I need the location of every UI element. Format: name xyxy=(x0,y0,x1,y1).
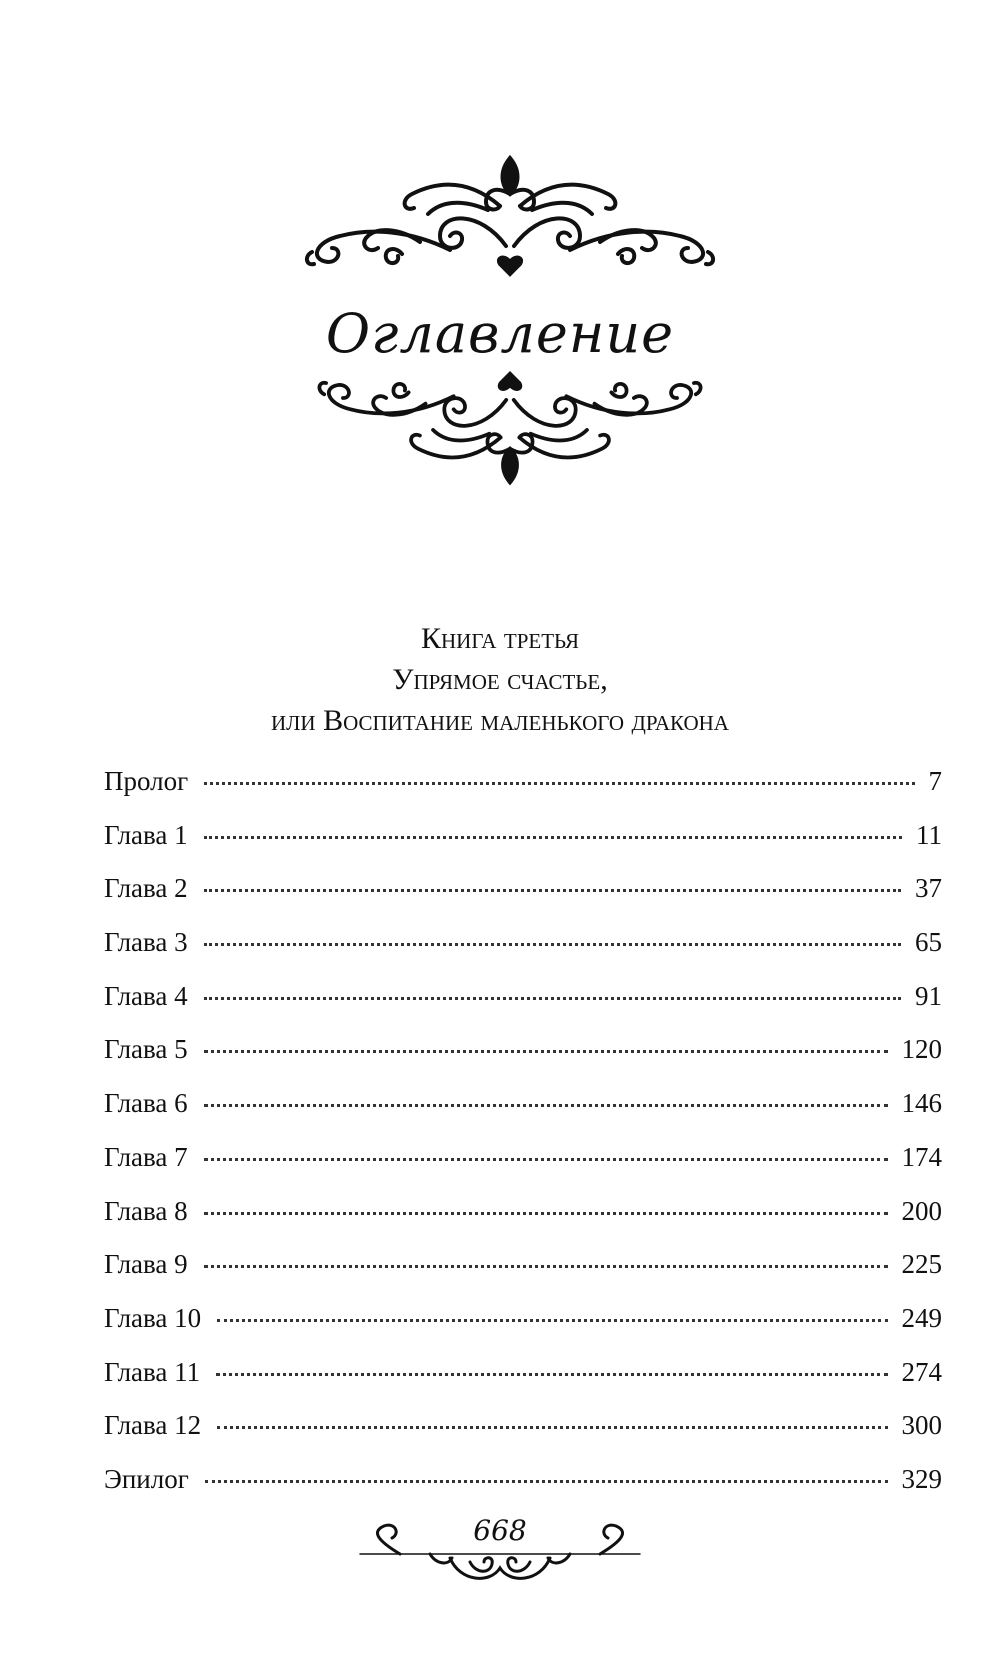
book-line-2: Упрямое счастье, xyxy=(392,663,608,696)
toc-entry-title: Глава 9 xyxy=(104,1249,188,1280)
flourish-top-icon xyxy=(300,150,720,280)
toc-entry-chapter-3[interactable] xyxy=(104,927,942,981)
toc-entry-title: Эпилог xyxy=(104,1463,189,1494)
toc-entry-title: Глава 3 xyxy=(104,927,188,958)
dot-leader xyxy=(216,1373,887,1376)
toc-entry-page: 225 xyxy=(901,1249,942,1280)
dot-leader xyxy=(204,1104,888,1107)
toc-entry-chapter-9[interactable] xyxy=(104,1249,942,1303)
toc-entry-page: 249 xyxy=(901,1302,942,1333)
toc-entry-title: Глава 5 xyxy=(104,1034,188,1065)
dot-leader xyxy=(205,1480,888,1483)
dot-leader xyxy=(204,1212,888,1215)
dot-leader xyxy=(204,943,901,946)
toc-entry-chapter-4[interactable] xyxy=(104,981,942,1035)
page-number: 668 xyxy=(473,1514,527,1547)
toc-entry-chapter-5[interactable] xyxy=(104,1034,942,1088)
book-line-1: Книга третья xyxy=(421,622,579,655)
toc-entry-page: 146 xyxy=(901,1088,942,1119)
toc-entry-chapter-11[interactable] xyxy=(104,1357,942,1411)
toc-entry-page: 329 xyxy=(901,1463,942,1494)
toc-entry-page: 37 xyxy=(915,873,942,904)
toc-entry-page: 174 xyxy=(901,1141,942,1172)
toc-entry-chapter-8[interactable] xyxy=(104,1196,942,1250)
toc-entry-page: 65 xyxy=(915,927,942,958)
dot-leader xyxy=(204,782,914,785)
book-heading xyxy=(0,618,1000,741)
toc-entry-prologue[interactable] xyxy=(104,766,942,820)
dot-leader xyxy=(217,1426,887,1429)
dot-leader xyxy=(217,1319,887,1322)
dot-leader xyxy=(204,1265,888,1268)
dot-leader xyxy=(204,836,902,839)
book-line-3: или Воспитание маленького дракона xyxy=(271,704,729,737)
toc-entry-page: 11 xyxy=(916,819,942,850)
toc-entry-page: 7 xyxy=(928,766,942,796)
toc-entry-title: Глава 6 xyxy=(104,1088,188,1119)
toc-entry-chapter-1[interactable] xyxy=(104,820,942,874)
dot-leader xyxy=(204,1158,888,1161)
toc-entry-title: Пролог xyxy=(104,766,189,796)
toc-entry-chapter-10[interactable] xyxy=(104,1303,942,1357)
toc-entry-page: 91 xyxy=(915,980,942,1011)
toc-entry-epilogue[interactable] xyxy=(104,1464,942,1518)
dot-leader xyxy=(204,889,901,892)
page-title: Оглавление xyxy=(325,302,675,365)
toc-entry-title: Глава 12 xyxy=(104,1410,202,1441)
toc-entry-title: Глава 11 xyxy=(104,1356,201,1387)
toc-entry-page: 200 xyxy=(901,1195,942,1226)
dot-leader xyxy=(204,997,901,1000)
toc-entry-chapter-2[interactable] xyxy=(104,873,942,927)
toc-entry-chapter-7[interactable] xyxy=(104,1142,942,1196)
toc-entry-title: Глава 10 xyxy=(104,1302,202,1333)
toc-entry-title: Глава 4 xyxy=(104,980,188,1011)
toc-entry-chapter-12[interactable] xyxy=(104,1410,942,1464)
dot-leader xyxy=(204,1050,888,1053)
toc-entry-title: Глава 8 xyxy=(104,1195,188,1226)
toc-list xyxy=(104,766,942,1518)
toc-entry-title: Глава 1 xyxy=(104,819,188,850)
flourish-bottom-icon xyxy=(300,368,720,490)
toc-entry-chapter-6[interactable] xyxy=(104,1088,942,1142)
toc-entry-page: 120 xyxy=(901,1034,942,1065)
toc-entry-page: 274 xyxy=(901,1356,942,1387)
toc-entry-page: 300 xyxy=(901,1410,942,1441)
toc-entry-title: Глава 2 xyxy=(104,873,188,904)
toc-entry-title: Глава 7 xyxy=(104,1141,188,1172)
